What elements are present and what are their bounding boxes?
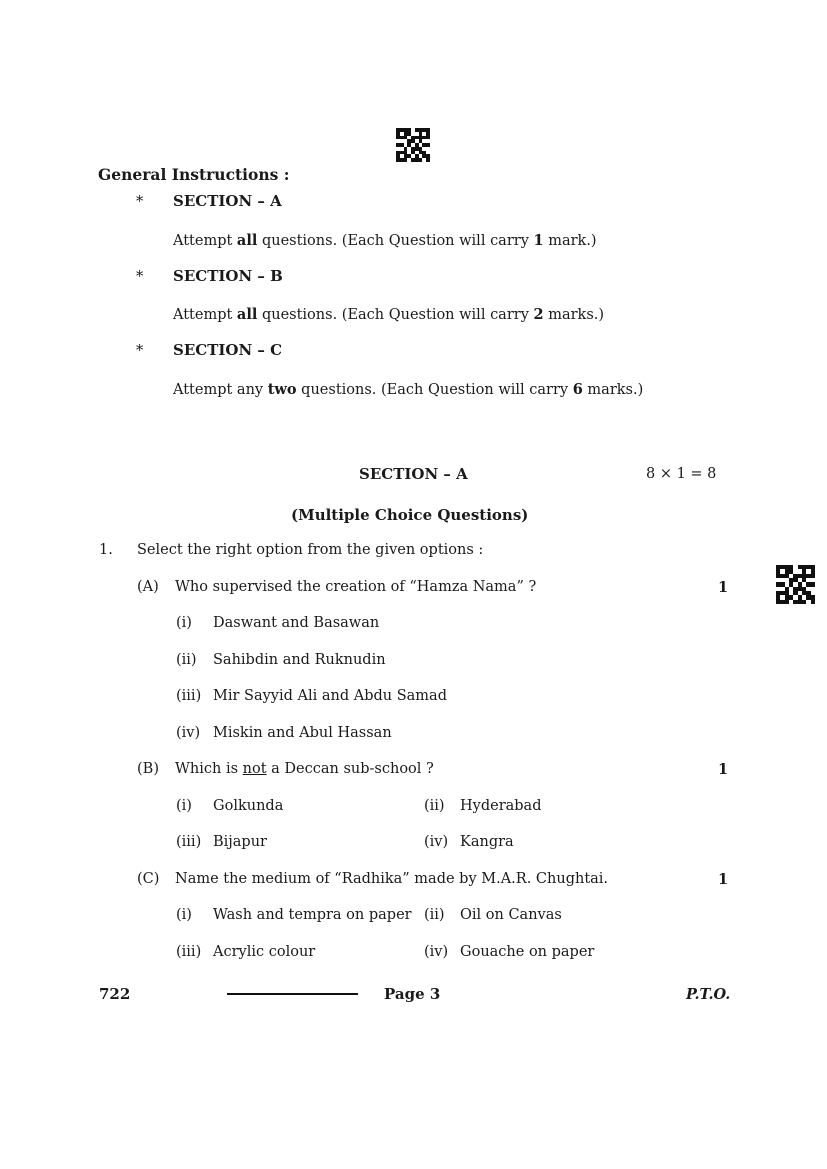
option-text: Oil on Canvas [460,907,562,923]
option-label: (iii) [176,944,202,960]
instruction-bullet: * [136,269,144,285]
part-question: Who supervised the creation of “Hamza Nama” ? [175,579,537,595]
section-a-title: SECTION – A [359,465,468,483]
instruction-text-c: Attempt any two questions. (Each Question will carry 6 marks.) [173,381,644,398]
instruction-section-c: SECTION – C [173,341,283,359]
instruction-section-b: SECTION – B [173,267,283,285]
instruction-text-a: Attempt all questions. (Each Question will carry 1 mark.) [173,232,597,249]
instruction-text-b: Attempt all questions. (Each Question will carry 2 marks.) [173,306,605,323]
section-a-marks: 8 × 1 = 8 [646,466,717,482]
paper-code: 722 [99,985,131,1003]
option-text: Hyderabad [460,798,542,814]
option-text: Gouache on paper [460,944,595,960]
pto-label: P.T.O. [686,986,731,1003]
option-label: (ii) [176,652,197,668]
option-label: (i) [176,615,192,631]
page-number: Page 3 [384,985,441,1003]
qr-code-icon [396,128,430,162]
option-label: (i) [176,798,192,814]
qr-code-icon [776,565,815,604]
question-text: Select the right option from the given options : [137,542,484,558]
footer-rule [227,993,358,995]
instruction-section-a: SECTION – A [173,192,282,210]
option-label: (ii) [424,907,445,923]
part-marks: 1 [718,579,729,596]
option-label: (iii) [176,834,202,850]
option-label: (iv) [176,725,201,741]
part-marks: 1 [718,871,729,888]
part-marks: 1 [718,761,729,778]
option-text: Sahibdin and Ruknudin [213,652,386,668]
option-text: Mir Sayyid Ali and Abdu Samad [213,688,447,704]
option-label: (ii) [424,798,445,814]
instructions-heading: General Instructions : [98,165,290,184]
option-text: Miskin and Abul Hassan [213,725,392,741]
part-question: Which is not a Deccan sub-school ? [175,761,434,777]
option-text: Golkunda [213,798,284,814]
option-label: (iii) [176,688,202,704]
option-label: (i) [176,907,192,923]
instruction-bullet: * [136,194,144,210]
option-text: Acrylic colour [213,944,316,960]
part-label: (B) [137,761,159,777]
option-text: Bijapur [213,834,267,850]
part-question: Name the medium of “Radhika” made by M.A.R. Chughtai. [175,871,609,887]
part-label: (C) [137,871,160,887]
section-a-subtitle: (Multiple Choice Questions) [291,506,529,524]
option-label: (iv) [424,944,449,960]
part-label: (A) [137,579,159,595]
option-text: Daswant and Basawan [213,615,380,631]
option-text: Kangra [460,834,514,850]
option-text: Wash and tempra on paper [213,907,412,923]
instruction-bullet: * [136,343,144,359]
option-label: (iv) [424,834,449,850]
question-number: 1. [99,542,113,558]
